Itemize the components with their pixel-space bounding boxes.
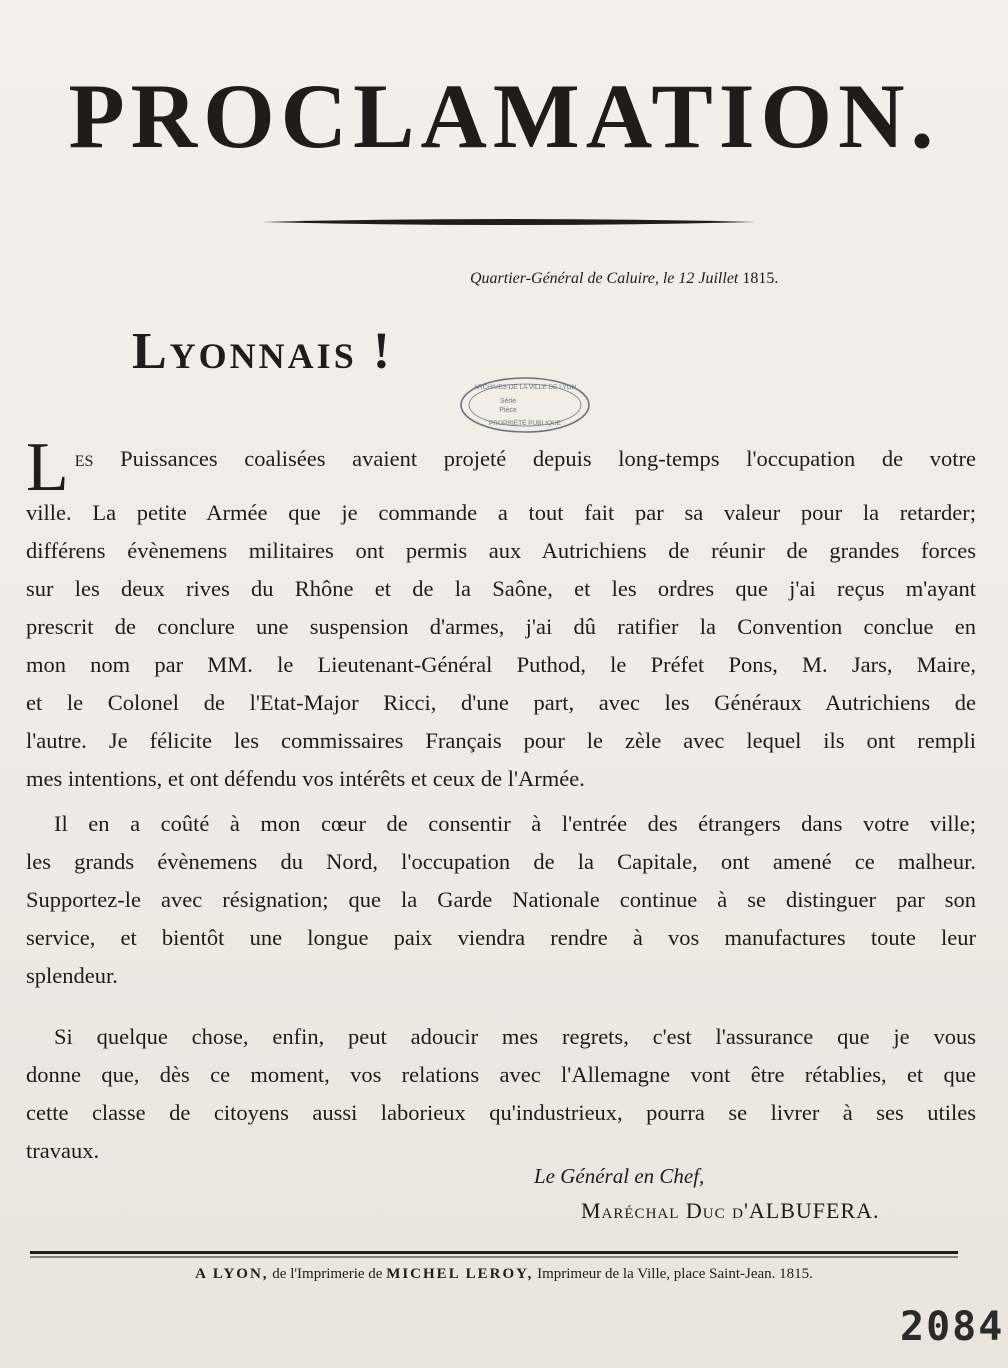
paragraph-1 — [26, 429, 977, 798]
stamp-line-4: PROPRIÉTÉ PUBLIQUE — [488, 420, 562, 427]
dateline-year: 1815. — [742, 270, 779, 287]
paragraph-3-line-1: Si quelque chose, enfin, peut adoucir mes regrets, c'est l'assurance que je vous — [54, 1024, 976, 1049]
paragraph-1-line-text: Puissances coalisées avaient projeté depuis long-temps l'occupation de votre — [120, 446, 977, 471]
drop-cap: L — [26, 429, 69, 506]
paragraph-1-line-1 — [26, 429, 977, 506]
page-title: PROCLAMATION. — [68, 65, 940, 167]
salutation: Lyonnais ! — [132, 323, 394, 380]
stamp-line-1: ARCHIVES DE LA VILLE DE LYON — [473, 384, 577, 391]
paragraph-3 — [26, 1018, 976, 1170]
archive-stamp — [458, 375, 592, 435]
dateline-text: Quartier-Général de Caluire, le 12 Juillet — [470, 270, 739, 287]
footer-rule — [30, 1250, 958, 1260]
paragraph-1-line-8: l'autre. Je félicite les commissaires Français pour le zèle avec lequel ils ont rempli — [26, 728, 976, 753]
stamp-line-3: Pièce — [499, 407, 517, 414]
paragraph-2-line-2: les grands évènemens du Nord, l'occupation de la Capitale, ont amené ce malheur. — [26, 849, 976, 874]
drop-cap-rest: es — [74, 446, 94, 471]
imprint-printer: MICHEL LEROY, — [386, 1266, 534, 1282]
paragraph-2-line-4: service, et bientôt une longue paix viendra rendre à vos manufactures toute leur — [26, 925, 976, 950]
dateline — [470, 270, 890, 288]
imprint-city: A LYON, — [195, 1266, 269, 1282]
title-rule — [262, 217, 756, 227]
paragraph-1-line-6: mon nom par MM. le Lieutenant-Général Puthod, le Préfet Pons, M. Jars, Maire, — [26, 652, 976, 677]
signature-name: Maréchal Duc d'ALBUFERA. — [581, 1198, 880, 1223]
paragraph-2-line-1: Il en a coûté à mon cœur de consentir à l'entrée des étrangers dans votre ville; — [54, 811, 976, 836]
paragraph-3-line-4: travaux. — [26, 1138, 100, 1163]
imprint-year: 1815. — [779, 1266, 813, 1282]
paragraph-2-line-3: Supportez-le avec résignation; que la Garde Nationale continue à se distinguer par son — [26, 887, 976, 912]
paragraph-1-line-4: sur les deux rives du Rhône et de la Saône, et les ordres que j'ai reçus m'ayant — [26, 576, 976, 601]
paragraph-1-line-7: et le Colonel de l'Etat-Major Ricci, d'une part, avec les Généraux Autrichiens de — [26, 690, 976, 715]
paragraph-1-line-5: prescrit de conclure une suspension d'armes, j'ai dû ratifier la Convention conclue en — [26, 614, 976, 639]
signature-role: Le Général en Chef, — [534, 1164, 705, 1188]
paragraph-1-line-2: ville. La petite Armée que je commande a tout fait par sa valeur pour la retarder; — [26, 500, 976, 525]
paragraph-3-line-2: donne que, dès ce moment, vos relations avec l'Allemagne vont être rétablies, et que — [26, 1062, 976, 1087]
imprint-line — [0, 1266, 1008, 1283]
imprint-text-2: Imprimeur de la Ville, place Saint-Jean. — [537, 1266, 776, 1282]
paragraph-1-line-3: différens évènemens militaires ont permis aux Autrichiens de réunir de grandes forces — [26, 538, 976, 563]
paragraph-3-line-3: cette classe de citoyens aussi laborieux qu'industrieux, pourra se livrer à ses utiles — [26, 1100, 976, 1125]
paragraph-1-line-9: mes intentions, et ont défendu vos intérêts et ceux de l'Armée. — [26, 766, 585, 791]
imprint-text-1: de l'Imprimerie de — [272, 1266, 383, 1282]
paragraph-2 — [26, 805, 976, 995]
archive-number: 2084 — [900, 1304, 1005, 1350]
paragraph-2-line-5: splendeur. — [26, 963, 118, 988]
stamp-line-2: Série — [499, 398, 517, 405]
